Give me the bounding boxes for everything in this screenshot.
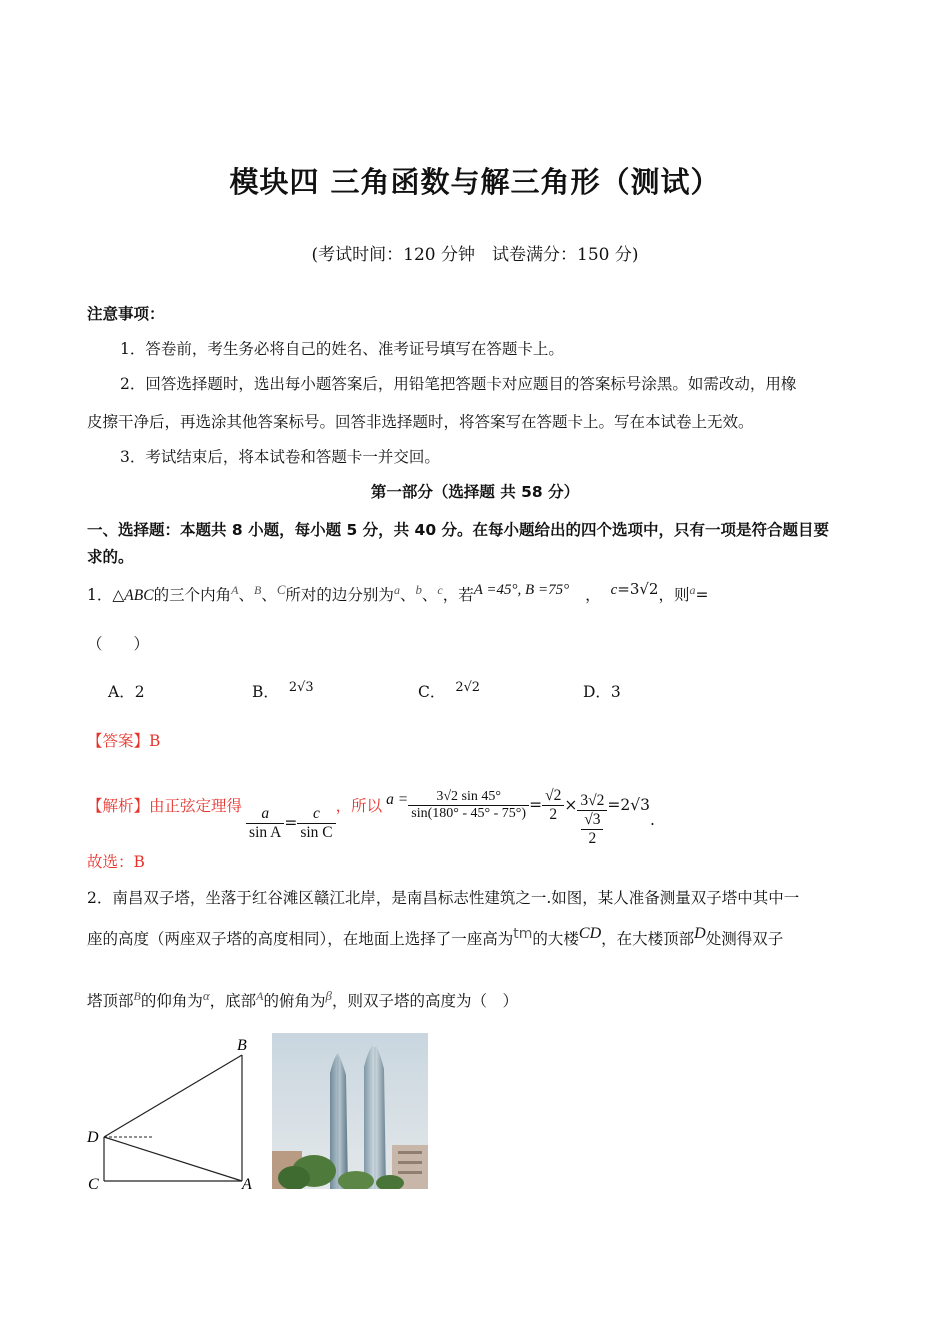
q1-calc-result: =2√3 bbox=[607, 796, 650, 814]
q1-option-b-value: 2√3 bbox=[288, 680, 314, 695]
q2-line-2 bbox=[87, 925, 783, 949]
q1-triangle: ABC bbox=[124, 587, 154, 605]
q2-var-alpha: α bbox=[202, 988, 210, 1003]
section-heading-b: 求的。 bbox=[87, 548, 134, 566]
q1-ask-eq: = bbox=[695, 586, 709, 605]
q1-var-b: b bbox=[415, 582, 422, 597]
q1-answer: 【答案】B bbox=[87, 732, 161, 750]
q2-text-5: 塔顶部 bbox=[87, 992, 134, 1011]
q2-var-CD: CD bbox=[578, 925, 602, 942]
q1-option-c-value: 2√2 bbox=[455, 680, 481, 695]
label-B: B bbox=[237, 1037, 247, 1054]
q1-calc-dot: . bbox=[649, 811, 655, 829]
q1-calc-times: × bbox=[564, 796, 578, 814]
line-DA bbox=[104, 1137, 242, 1181]
q1-analysis bbox=[87, 762, 655, 848]
q1-calc-num: 3√2 sin 45° bbox=[408, 789, 529, 806]
note-item-2b: 皮擦干净后，再选涂其他答案标号。回答非选择题时，将答案写在答题卡上。写在本试卷上无效。 bbox=[87, 413, 754, 431]
q1-frac2-den: sin C bbox=[300, 823, 333, 841]
q2-var-beta: β bbox=[325, 988, 332, 1003]
exam-info: (考试时间：120 分钟 试卷满分：150 分) bbox=[311, 245, 639, 265]
q2-line-3 bbox=[87, 988, 518, 1011]
q1-stem bbox=[87, 580, 709, 605]
q1-so: ，所以 bbox=[335, 797, 383, 815]
q1-text-4: ，则 bbox=[658, 586, 690, 605]
q1-cond-radical: √2 bbox=[639, 580, 659, 598]
line-DB bbox=[104, 1055, 242, 1137]
q1-cond-eq: =3 bbox=[617, 580, 640, 598]
q1-number: 1．△ bbox=[87, 586, 125, 605]
q1-ask-a: a bbox=[689, 583, 696, 597]
q1-option-b bbox=[252, 680, 314, 702]
label-A: A bbox=[242, 1176, 252, 1193]
q1-calc-f2-den-num: √3 bbox=[581, 811, 603, 830]
q1-calc-f2-den-fraction bbox=[581, 811, 603, 848]
q2-geometry-figure bbox=[82, 1030, 262, 1200]
q1-calc-eq: = bbox=[529, 796, 543, 814]
q1-condition-side bbox=[611, 580, 659, 598]
label-D: D bbox=[87, 1129, 99, 1146]
q2-text-7: ，底部 bbox=[209, 992, 257, 1011]
q1-choose: 故选：B bbox=[87, 853, 145, 871]
q1-option-d: D．3 bbox=[583, 683, 621, 701]
notes-heading: 注意事项： bbox=[87, 305, 165, 323]
q1-text-1: 的三个内角 bbox=[153, 586, 232, 605]
q1-calc-a: a = bbox=[386, 791, 409, 808]
q2-text-8: 的俯角为 bbox=[263, 992, 326, 1011]
q1-calc-f1-num: √2 bbox=[542, 787, 564, 806]
q1-var-B: B bbox=[253, 583, 262, 597]
q1-equals: = bbox=[284, 814, 298, 832]
q1-sep-2: 、 bbox=[261, 586, 277, 605]
section-heading-a: 一、选择题：本题共 8 小题，每小题 5 分，共 40 分。在每小题给出的四个选项中，只有一项是符合题目要 bbox=[87, 521, 830, 539]
q1-calc-fraction-2 bbox=[577, 792, 607, 848]
q1-calc-f2-den-den: 2 bbox=[588, 830, 597, 847]
q2-text-6: 的仰角为 bbox=[140, 992, 203, 1011]
q1-option-c bbox=[418, 680, 480, 702]
q1-comma: ， bbox=[585, 586, 601, 605]
q1-frac1-den: sin A bbox=[249, 823, 282, 841]
q1-text-2: 所对的边分别为 bbox=[285, 586, 394, 605]
q2-var-tm: tm bbox=[513, 926, 533, 942]
q1-sep-3: 、 bbox=[399, 586, 416, 605]
q1-calc-fraction-1 bbox=[542, 787, 564, 824]
q2-text-9: ，则双子塔的高度为（ ） bbox=[331, 992, 518, 1011]
q1-option-b-label: B． bbox=[252, 683, 279, 702]
q2-var-D: D bbox=[694, 925, 706, 942]
q1-analysis-text: 由正弦定理得 bbox=[149, 797, 243, 815]
q1-calc-den: sin(180° - 45° - 75°) bbox=[411, 805, 527, 821]
q1-sep-1: 、 bbox=[238, 586, 254, 605]
q2-line-1: 2．南昌双子塔，坐落于红谷滩区赣江北岸，是南昌标志性建筑之一.如图，某人准备测量双子塔中其中一 bbox=[87, 889, 800, 907]
q1-var-C: C bbox=[276, 582, 286, 597]
q1-calc-f2-den bbox=[577, 811, 607, 848]
q2-text-3: ，在大楼顶部 bbox=[601, 930, 695, 949]
q2-text-4: 处测得双子 bbox=[705, 930, 784, 949]
note-item-3: 3．考试结束后，将本试卷和答题卡一并交回。 bbox=[120, 448, 440, 466]
q1-condition-angles: A =45°, B =75° bbox=[473, 582, 570, 598]
q1-sep-4: 、 bbox=[421, 586, 438, 605]
label-C: C bbox=[88, 1176, 99, 1193]
q1-var-c: c bbox=[437, 583, 443, 597]
q1-var-A: A bbox=[231, 583, 239, 597]
q1-option-c-label: C． bbox=[418, 683, 446, 702]
page-title: 模块四 三角函数与解三角形（测试） bbox=[229, 165, 721, 199]
q1-frac1-num: a bbox=[246, 805, 284, 824]
q1-fraction-a-over-sinA bbox=[246, 805, 284, 842]
q2-text-2: 的大楼 bbox=[532, 930, 579, 949]
q1-analysis-label: 【解析】 bbox=[87, 797, 150, 815]
q2-var-A: A bbox=[256, 989, 264, 1003]
q1-calc-f1-den: 2 bbox=[549, 805, 558, 823]
q1-option-a: A．2 bbox=[108, 683, 145, 701]
twin-towers-photo bbox=[272, 1033, 428, 1189]
q1-var-a: a bbox=[393, 583, 400, 597]
q1-calc-f2-num: 3√2 bbox=[577, 792, 607, 811]
q1-answer-blank: （ ） bbox=[87, 635, 150, 653]
note-item-1: 1．答卷前，考生务必将自己的姓名、准考证号填写在答题卡上。 bbox=[120, 340, 564, 358]
q1-text-3: ，若 bbox=[442, 586, 474, 605]
q2-var-B: B bbox=[133, 989, 141, 1003]
note-item-2a: 2．回答选择题时，选出每小题答案后，用铅笔把答题卡对应题目的答案标号涂黑。如需改动，用橡 bbox=[120, 375, 797, 393]
q1-cond-c: c bbox=[610, 582, 618, 598]
part1-heading: 第一部分（选择题 共 58 分） bbox=[370, 483, 580, 501]
q1-fraction-c-over-sinC bbox=[297, 805, 335, 842]
q1-calc-main-fraction bbox=[408, 789, 529, 822]
q2-text-1: 座的高度（两座双子塔的高度相同），在地面上选择了一座高为 bbox=[87, 930, 514, 949]
q1-frac2-num: c bbox=[297, 805, 335, 824]
